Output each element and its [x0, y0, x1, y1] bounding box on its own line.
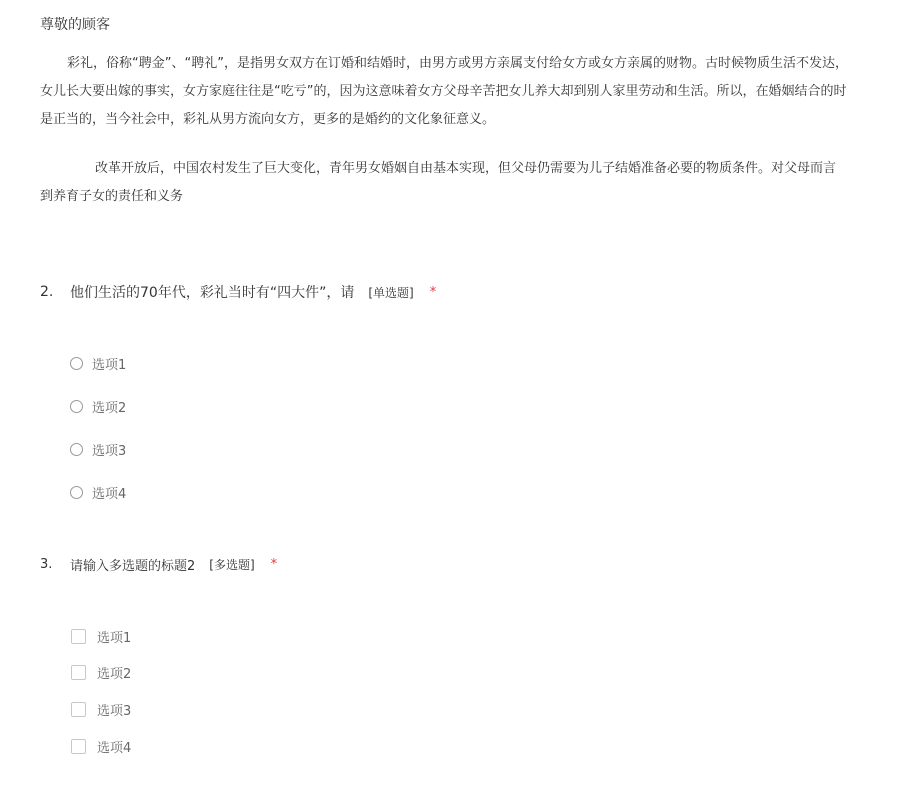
radio-option-4[interactable]	[70, 483, 126, 502]
question-title: 他们生活的70年代，彩礼当时有“四大件”，请	[70, 285, 355, 301]
question-type-label: [多选题]	[209, 558, 255, 572]
checkbox[interactable]	[71, 739, 86, 754]
option-label: 选项1	[92, 358, 127, 373]
checkbox-option-4[interactable]	[71, 737, 131, 756]
checkbox-option-1[interactable]	[71, 627, 131, 646]
option-label: 选项1	[97, 631, 132, 646]
intro-line: 改革开放后，中国农村发生了巨大变化，青年男女婚姻自由基本实现，但父母仍需要为儿子结婚准备必要的物质条件。对父母而言	[95, 161, 837, 176]
option-label: 选项2	[92, 401, 127, 416]
radio-option-1[interactable]	[70, 354, 126, 373]
checkbox[interactable]	[71, 702, 86, 717]
intro-paragraph-2	[40, 155, 900, 211]
option-label: 选项4	[92, 487, 127, 502]
question-type-label: [单选题]	[368, 285, 414, 300]
question-title: 请输入多选题的标题2	[70, 559, 196, 574]
question-2-header	[40, 282, 436, 302]
option-label: 选项3	[92, 444, 127, 459]
intro-paragraph-1	[40, 50, 900, 134]
checkbox-option-3[interactable]	[71, 700, 131, 719]
option-label: 选项2	[97, 667, 132, 682]
radio-option-2[interactable]	[70, 397, 126, 416]
radio-button[interactable]	[70, 400, 83, 413]
checkbox[interactable]	[71, 629, 86, 644]
question-3-header	[40, 555, 277, 574]
intro-line: 彩礼，俗称“聘金”、“聘礼”，是指男女双方在订婚和结婚时，由男方或男方亲属支付给女方或女方亲属的财物。古时候物质生活不发达，	[67, 56, 848, 71]
option-label: 选项3	[97, 704, 132, 719]
question-number: 2.	[40, 284, 54, 300]
radio-button[interactable]	[70, 486, 83, 499]
intro-line: 是正当的，当今社会中，彩礼从男方流向女方，更多的是婚约的文化象征意义。	[40, 112, 496, 127]
checkbox[interactable]	[71, 665, 86, 680]
intro-line: 到养育子女的责任和义务	[40, 189, 184, 204]
radio-option-3[interactable]	[70, 440, 126, 459]
required-mark: *	[270, 557, 278, 572]
radio-button[interactable]	[70, 357, 83, 370]
intro-line: 女儿长大要出嫁的事实，女方家庭往往是“吃亏”的，因为这意味着女方父母辛苦把女儿养大却到别人家里劳动和生活。所以，在婚姻结合的时	[40, 84, 847, 99]
question-number: 3.	[40, 557, 53, 572]
checkbox-option-2[interactable]	[71, 663, 131, 682]
radio-button[interactable]	[70, 443, 83, 456]
option-label: 选项4	[97, 741, 132, 756]
greeting: 尊敬的顾客	[40, 17, 110, 33]
required-mark: *	[429, 284, 437, 300]
